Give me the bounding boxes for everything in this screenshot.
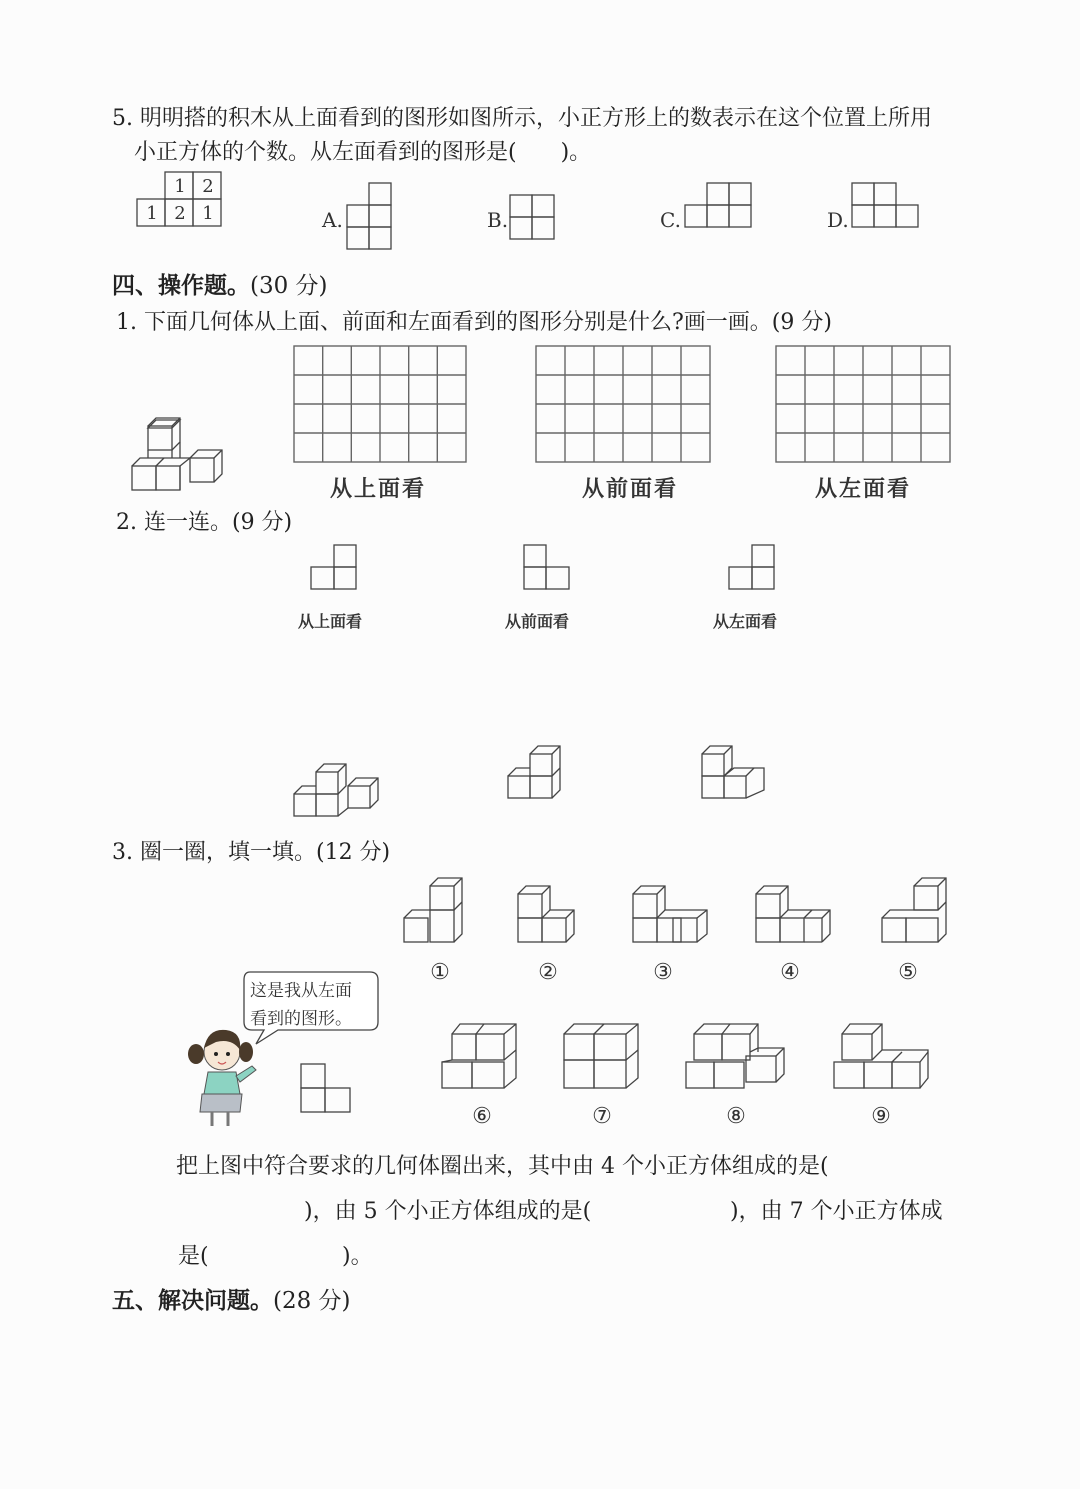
q1-text: 1. 下面几何体从上面、前面和左面看到的图形分别是什么?画一画。(9 分) — [116, 310, 832, 335]
number-5: ⑤ — [898, 960, 918, 985]
q2-solid-2[interactable] — [506, 744, 576, 808]
girl-pigtail-left — [188, 1044, 204, 1064]
q3-fill-part3: )，由 7 个小正方体成 — [730, 1199, 943, 1224]
q3-solid-5[interactable] — [878, 876, 958, 950]
option-b-figure — [510, 195, 556, 241]
option-d-figure — [852, 183, 922, 229]
girl-shirt — [204, 1072, 240, 1094]
q3-fill-part5: )。 — [342, 1244, 373, 1269]
q3-solid-8[interactable] — [684, 1020, 790, 1094]
q3-solid-1[interactable] — [394, 876, 474, 950]
option-c-label: C. — [660, 208, 681, 232]
number-9: ⑨ — [871, 1104, 891, 1129]
q1-solid-figure-drawing — [128, 418, 228, 496]
option-a-label: A. — [322, 208, 343, 232]
q3-solid-7[interactable] — [562, 1020, 644, 1094]
q2-solid-3[interactable] — [700, 744, 770, 808]
section4-title-text: 四、操作题。 — [112, 272, 250, 299]
grid-front-view[interactable] — [536, 346, 712, 464]
q2-view-shape-2[interactable] — [524, 545, 572, 593]
q2-text: 2. 连一连。(9 分) — [116, 510, 293, 535]
q2-view-shape-1[interactable] — [311, 545, 359, 593]
label-top-view: 从上面看 — [330, 477, 427, 502]
option-b-label: B. — [487, 208, 509, 232]
q3-solid-2[interactable] — [516, 884, 588, 950]
grid-cell-bottom-2: 2 — [174, 203, 186, 224]
q2-label-left: 从左面看 — [713, 612, 778, 631]
number-2: ② — [538, 960, 558, 985]
q2-label-front: 从前面看 — [505, 612, 570, 631]
q2-label-top: 从上面看 — [298, 612, 363, 631]
number-4: ④ — [780, 960, 800, 985]
q3-solid-4[interactable] — [754, 884, 834, 950]
q3-solid-3[interactable] — [631, 884, 711, 950]
left-view-shape — [301, 1064, 353, 1116]
section5-title-text: 五、解决问题。 — [112, 1287, 273, 1314]
girl-pigtail-right — [239, 1042, 253, 1062]
number-1: ① — [430, 960, 450, 985]
q3-fill-part2: )，由 5 个小正方体组成的是( — [304, 1199, 592, 1224]
option-a-figure — [347, 183, 393, 253]
option-d-label: D. — [827, 208, 849, 232]
grid-left-view[interactable] — [776, 346, 952, 464]
q2-solid-1[interactable] — [292, 764, 384, 820]
number-3: ③ — [653, 960, 673, 985]
q3-fill-part4: 是( — [178, 1244, 209, 1269]
label-front-view: 从前面看 — [582, 477, 679, 502]
number-8: ⑧ — [726, 1104, 746, 1129]
section5-title — [112, 1289, 351, 1313]
bubble-text-line2: 看到的图形。 — [250, 1009, 352, 1029]
grid-cell-bottom-3: 1 — [202, 203, 214, 224]
q3-solid-6[interactable] — [440, 1020, 522, 1094]
q3-solid-9[interactable] — [832, 1020, 932, 1094]
section4-score: (30 分) — [250, 273, 328, 299]
section5-score: (28 分) — [273, 1288, 351, 1314]
bubble-text-line1: 这是我从左面 — [250, 981, 352, 1001]
q3-text: 3. 圈一圈，填一填。(12 分) — [112, 840, 391, 865]
q2-view-shape-3[interactable] — [729, 545, 777, 593]
number-7: ⑦ — [592, 1104, 612, 1129]
option-c-figure — [685, 183, 755, 229]
grid-top-view[interactable] — [294, 346, 468, 464]
q5-text-line1: 5. 明明搭的积木从上面看到的图形如图所示，小正方形上的数表示在这个位置上所用 — [112, 106, 932, 131]
grid-cell-top-1: 1 — [174, 176, 186, 197]
q5-text-line2: 小正方体的个数。从左面看到的图形是( )。 — [134, 140, 592, 165]
grid-cell-bottom-1: 1 — [146, 203, 158, 224]
q3-fill-line1: 把上图中符合要求的几何体圈出来，其中由 4 个小正方体组成的是( — [176, 1154, 829, 1179]
section4-title — [112, 274, 328, 298]
grid-cell-top-2: 2 — [202, 176, 214, 197]
girl-skirt — [200, 1094, 242, 1112]
number-6: ⑥ — [472, 1104, 492, 1129]
label-left-view: 从左面看 — [815, 477, 912, 502]
